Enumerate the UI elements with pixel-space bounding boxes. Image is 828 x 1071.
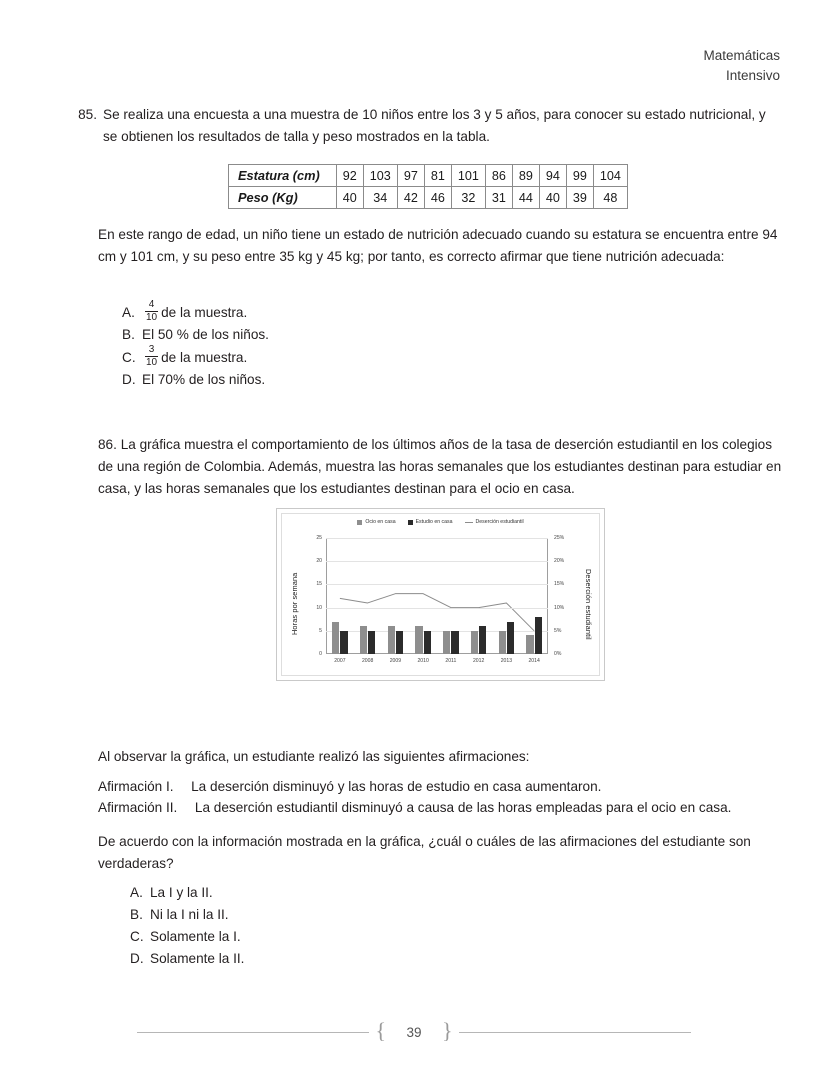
legend-label-desercion: Deserción estudiantil [475, 519, 524, 525]
table-cell: 92 [336, 165, 363, 187]
legend-swatch-ocio-icon [357, 520, 362, 525]
option-row[interactable] [130, 904, 490, 926]
chart-bar-estudio [340, 631, 347, 654]
option-text: El 70% de los niños. [142, 372, 266, 388]
table-cell: 99 [566, 165, 593, 187]
chart-gridline [326, 538, 548, 539]
chart-x-tick-label: 2008 [361, 658, 374, 664]
table-cell: 101 [451, 165, 485, 187]
chart-y2-tick-label: 10% [554, 604, 565, 611]
chart-bar-ocio [471, 631, 478, 654]
chart-x-tick-label: 2011 [445, 658, 457, 664]
fraction-numerator: 4 [148, 299, 155, 310]
question-85-stem-text: Se realiza una encuesta a una muestra de 10 niños entre los 3 y 5 años, para conocer su estado nutricional, y se obtienen los resultados de talla y peso mostrados en la tabla. [103, 107, 766, 145]
legend-swatch-estudio-icon [408, 520, 413, 525]
chart-y-tick-label: 5 [319, 627, 322, 634]
chart-line-path [340, 594, 534, 631]
table-cell: 44 [512, 187, 539, 209]
table-cell: 42 [397, 187, 424, 209]
option-text: de la muestra. [161, 304, 248, 320]
question-86-intro: Al observar la gráfica, un estudiante realizó las siguientes afirmaciones: [98, 749, 530, 764]
option-text: Solamente la II. [150, 951, 245, 967]
fraction-4-10 [145, 300, 158, 323]
table-cell: 94 [539, 165, 566, 187]
chart-x-tick-label: 2013 [500, 658, 513, 664]
chart-x-tick-label: 2009 [389, 658, 402, 664]
table-cell: 104 [593, 165, 627, 187]
chart-x-tick-label: 2010 [417, 658, 429, 664]
option-letter: D. [122, 372, 136, 388]
statement-2-label: Afirmación II. [98, 800, 178, 816]
statement-1-text: La deserción disminuyó y las horas de estudio en casa aumentaron. [191, 779, 602, 794]
page-footer [0, 1018, 828, 1043]
table-cell: 39 [566, 187, 593, 209]
question-86-statements [98, 776, 798, 818]
estatura-peso-table [228, 164, 628, 209]
option-row[interactable] [122, 324, 482, 346]
chart-gridline [326, 561, 548, 562]
chart-bar-estudio [507, 622, 514, 654]
legend-item-ocio [357, 519, 395, 525]
question-85-stem [70, 104, 770, 148]
chart-bar-estudio [451, 631, 458, 654]
chart-bar-ocio [415, 626, 422, 654]
chart-y-tick-label: 10 [316, 604, 322, 611]
option-text: Ni la I ni la II. [150, 907, 229, 923]
table-cell: 81 [424, 165, 451, 187]
chart-bar-estudio [479, 626, 486, 654]
table-cell: 31 [485, 187, 512, 209]
desercion-estudiantil-chart [276, 508, 605, 681]
option-text: de la muestra. [161, 349, 248, 365]
estatura-peso-table-wrapper [228, 164, 628, 209]
chart-bar-ocio [499, 631, 506, 654]
table-cell: 97 [397, 165, 424, 187]
question-85-number: 85. [78, 107, 97, 122]
question-86-stem-text: La gráfica muestra el comportamiento de los últimos años de la tasa de deserción estudiantil en los colegios de una región de Colombia. Además, muestra las horas semanales que los estudiantes destinan para estudiar en casa, y las horas semanales que los estudiantes destinan para el ocio en casa. [98, 437, 782, 497]
table-row-header: Peso (Kg) [229, 187, 337, 209]
fraction-numerator: 3 [148, 344, 155, 355]
chart-bar-ocio [443, 631, 450, 654]
option-letter: B. [130, 907, 143, 923]
legend-item-estudio [408, 519, 453, 525]
option-text: Solamente la I. [150, 929, 241, 945]
option-letter: C. [122, 349, 136, 365]
option-row[interactable] [130, 926, 490, 948]
table-cell: 48 [593, 187, 627, 209]
document-header [703, 46, 780, 85]
chart-plot-area [326, 538, 548, 654]
chart-gridline [326, 608, 548, 609]
chart-bar-ocio [388, 626, 395, 654]
option-row[interactable] [130, 882, 490, 904]
chart-y-tick-label: 25 [316, 535, 322, 541]
option-row[interactable] [130, 948, 490, 970]
table-cell: 86 [485, 165, 512, 187]
question-85-options [122, 301, 482, 391]
chart-y-tick-label: 20 [316, 558, 322, 565]
chart-legend [282, 519, 599, 525]
table-cell: 32 [451, 187, 485, 209]
table-cell: 103 [363, 165, 397, 187]
question-86-number: 86. [98, 437, 117, 452]
page-number: 39 [406, 1024, 422, 1040]
statement-2-text: La deserción estudiantil disminuyó a causa de las horas empleadas para el ocio en casa. [194, 800, 732, 816]
chart-bar-estudio [535, 617, 542, 654]
chart-y2-tick-label: 20% [554, 558, 565, 565]
table-cell: 34 [363, 187, 397, 209]
chart-y-tick-label: 0 [319, 651, 322, 657]
question-85-body: En este rango de edad, un niño tiene un estado de nutrición adecuado cuando su estatura se encuentra entre 94 cm y 101 cm, y su peso entre 35 kg y 45 kg; por tanto, es correcto afirmar que tiene nutrición adecuada: [98, 227, 778, 265]
footer-brace-right: } [442, 1018, 453, 1043]
chart-x-tick-label: 2012 [472, 658, 485, 664]
question-86-stem [98, 434, 784, 500]
table-row-header: Estatura (cm) [229, 165, 337, 187]
option-letter: A. [122, 304, 135, 320]
chart-x-tick-label: 2007 [334, 658, 346, 664]
option-text: El 50 % de los niños. [142, 327, 269, 343]
table-cell: 89 [512, 165, 539, 187]
fraction-3-10 [145, 345, 158, 368]
footer-rule-left [137, 1032, 369, 1033]
option-letter: C. [130, 929, 144, 945]
chart-inner-frame [281, 513, 600, 676]
option-letter: D. [130, 951, 144, 967]
legend-item-desercion [465, 519, 524, 525]
legend-line-desercion-icon [465, 522, 473, 523]
footer-brace-left: { [375, 1018, 386, 1043]
chart-y-axis-title: Horas por semana [290, 572, 299, 636]
table-cell: 40 [539, 187, 566, 209]
fraction-denominator: 10 [146, 357, 158, 368]
statement-row-1 [98, 776, 798, 797]
header-subject: Matemáticas [703, 48, 780, 63]
footer-rule-right [459, 1032, 691, 1033]
option-letter: B. [122, 327, 135, 343]
chart-y2-tick-label: 5% [554, 627, 562, 634]
chart-y2-tick-label: 15% [554, 581, 565, 588]
chart-bar-estudio [424, 631, 431, 654]
table-row [229, 165, 628, 187]
fraction-denominator: 10 [146, 312, 158, 323]
option-row[interactable] [122, 369, 482, 391]
table-cell: 46 [424, 187, 451, 209]
chart-bar-ocio [526, 635, 533, 654]
legend-label-estudio: Estudio en casa [415, 519, 453, 525]
statement-row-2 [98, 797, 798, 818]
header-level: Intensivo [725, 67, 780, 83]
chart-bar-ocio [360, 626, 367, 654]
chart-y-tick-label: 15 [316, 581, 322, 588]
table-row [229, 187, 628, 209]
statement-1-label: Afirmación I. [98, 779, 174, 794]
question-86-prompt: De acuerdo con la información mostrada en la gráfica, ¿cuál o cuáles de las afirmaciones del estudiante son verdaderas? [98, 834, 751, 872]
table-cell: 40 [336, 187, 363, 209]
option-text: La I y la II. [150, 885, 213, 901]
chart-x-tick-label: 2014 [528, 658, 540, 664]
chart-y2-tick-label: 0% [554, 651, 562, 657]
chart-bar-estudio [396, 631, 403, 654]
chart-bar-estudio [368, 631, 375, 654]
chart-y2-axis-title: Deserción estudiantil [584, 568, 593, 640]
question-86-options [130, 882, 490, 970]
option-row[interactable] [122, 301, 482, 324]
chart-y2-tick-label: 25% [554, 535, 565, 541]
option-row[interactable] [122, 346, 482, 369]
chart-bar-ocio [332, 622, 339, 654]
option-letter: A. [130, 885, 143, 901]
chart-gridline [326, 584, 548, 585]
legend-label-ocio: Ocio en casa [365, 519, 396, 525]
